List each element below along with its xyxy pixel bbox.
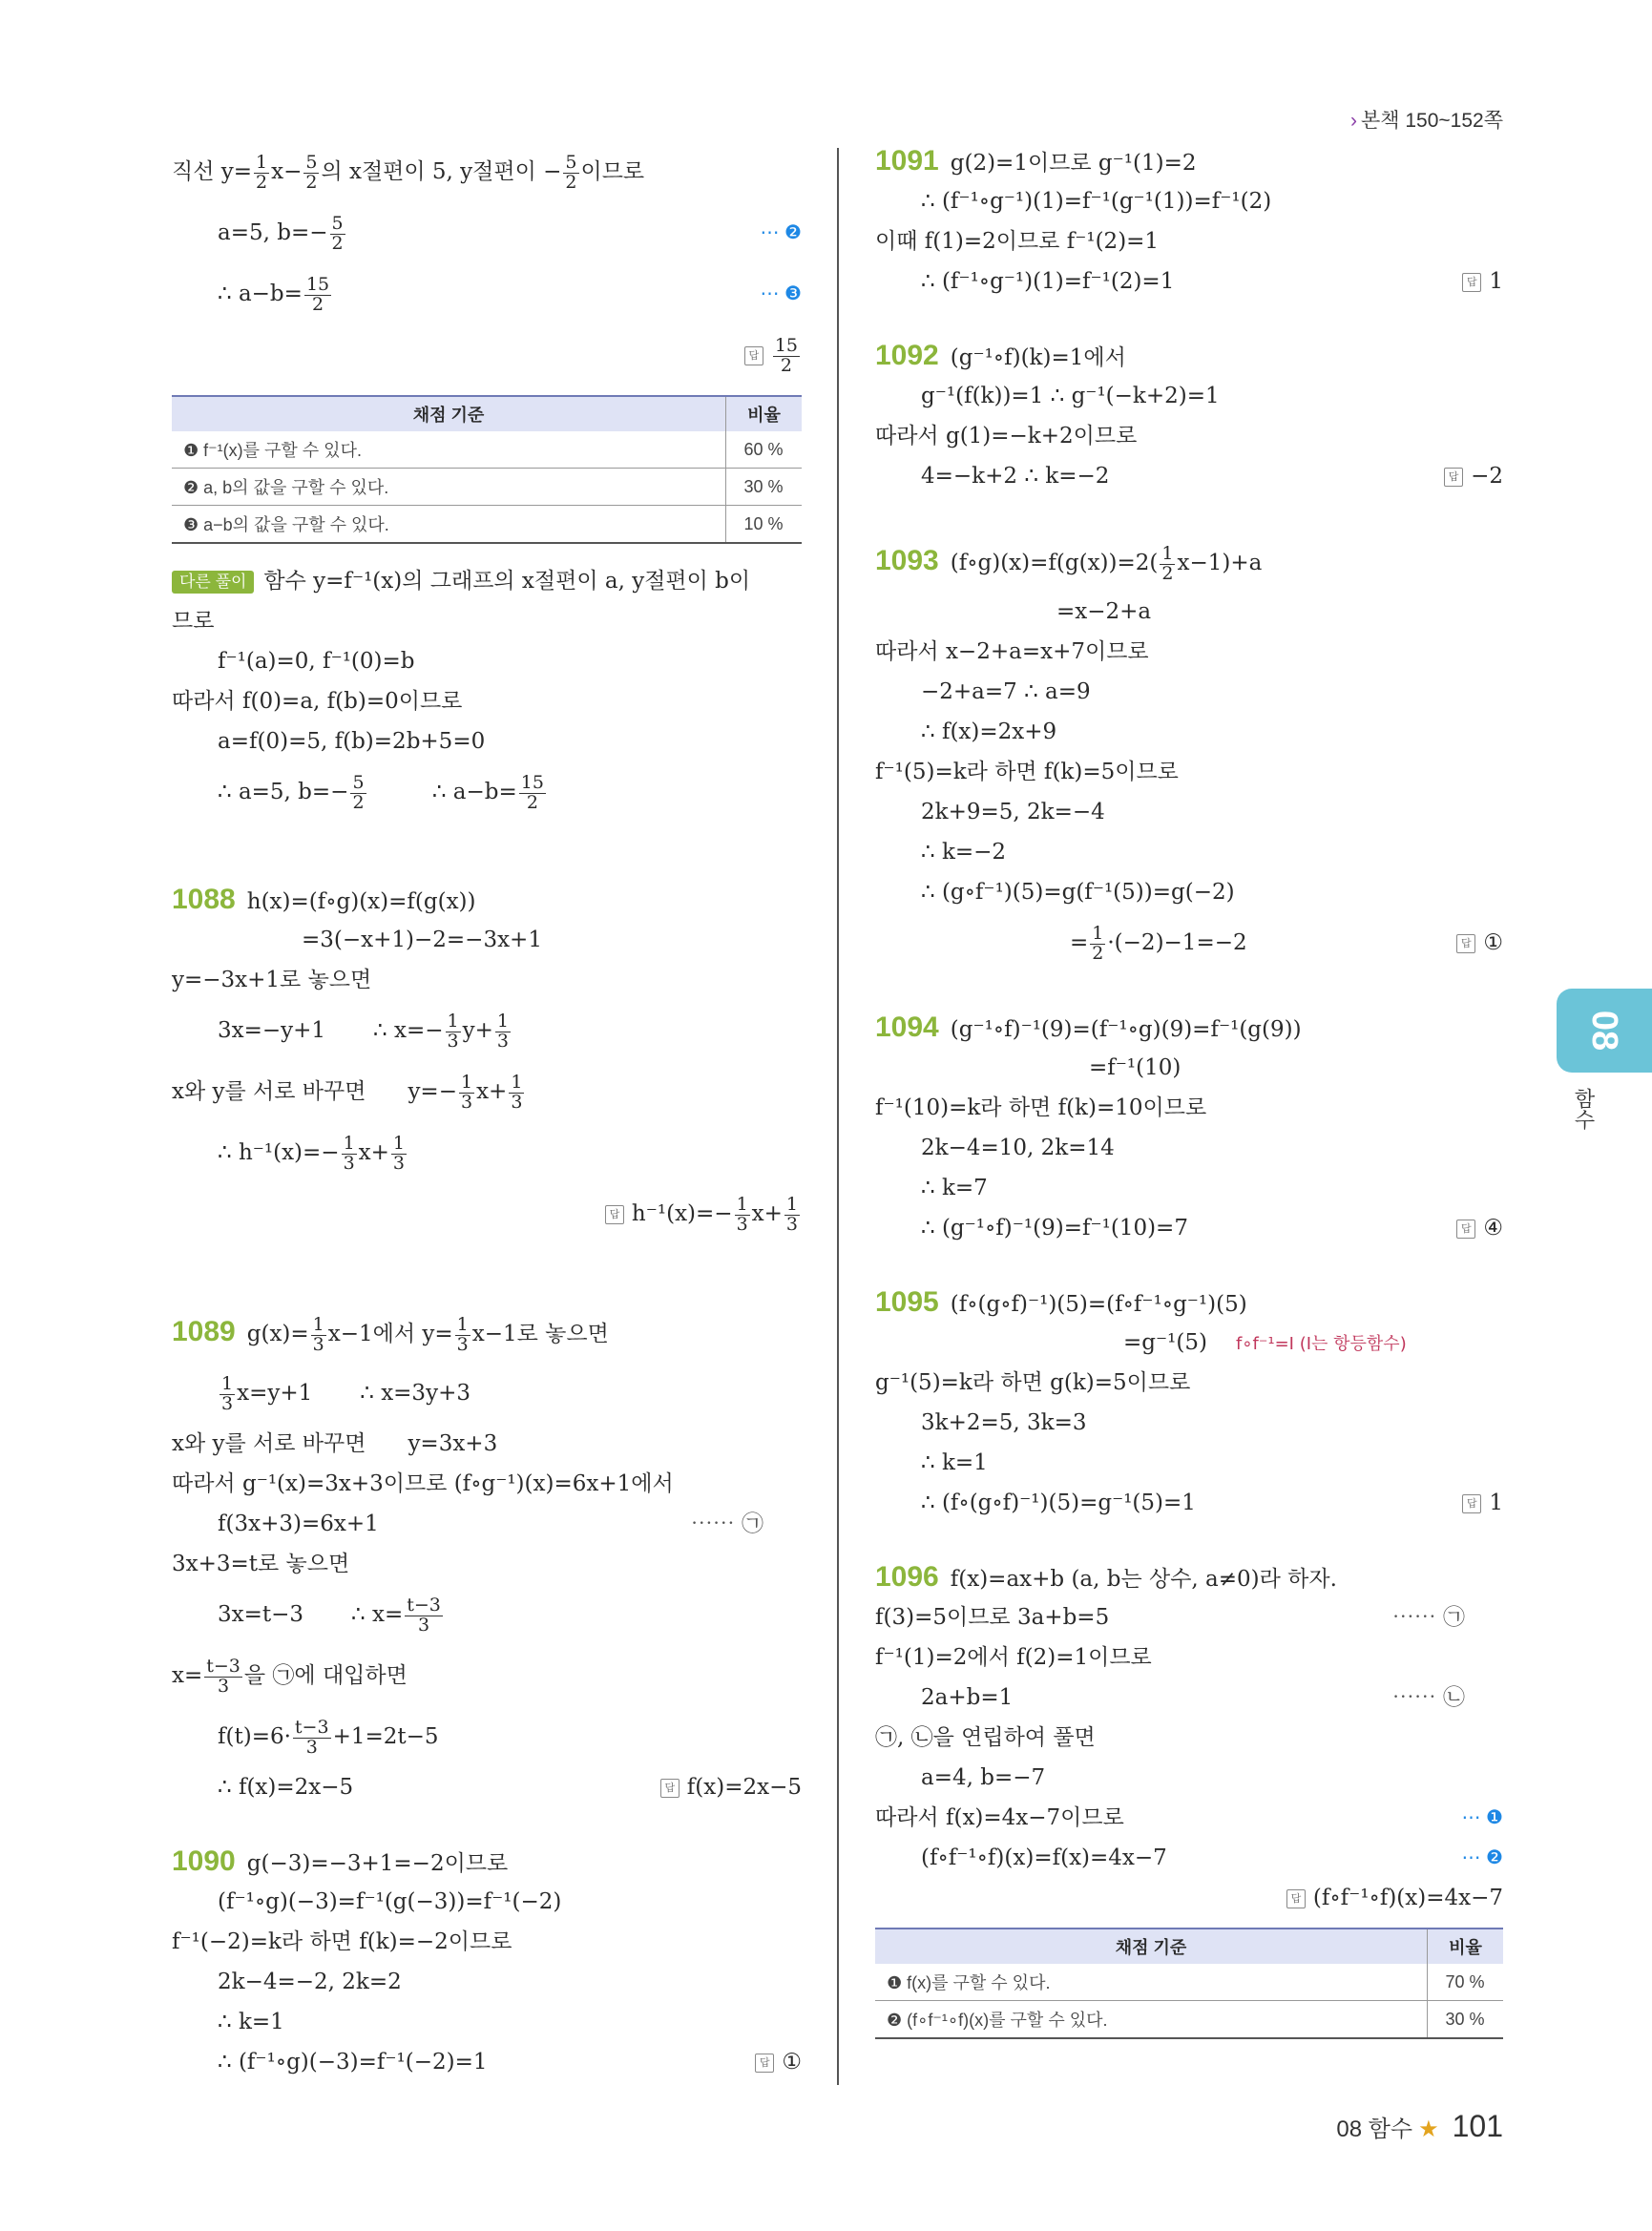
answer-icon: 답 xyxy=(1456,1220,1475,1239)
answer-line xyxy=(172,324,802,386)
text: x− xyxy=(271,159,303,184)
text-line: f⁻¹(a)=0, f⁻¹(0)=b xyxy=(218,649,415,674)
footer-chapter: 08 함수 xyxy=(1336,2116,1413,2142)
page-footer xyxy=(1336,2109,1503,2144)
equation-marker: ⋯⋯ ㉡ xyxy=(1391,1685,1465,1710)
fraction: $\frac{15}{2}$ xyxy=(305,273,330,315)
text-line: ∴ k=−2 xyxy=(921,840,1007,865)
problem-number: 1092 xyxy=(875,340,939,371)
text-line: ∴ a=5, b=− $\frac{5}{2}$ ∴ a−b= $\frac{15}{2}$ xyxy=(218,771,544,813)
text-line: 이때 f(1)=2이므로 f⁻¹(2)=1 xyxy=(875,229,1160,254)
text-line: 3x+3=t로 놓으면 xyxy=(172,1552,350,1576)
text-line: f(3)=5이므로 3a+b=5 ⋯⋯ ㉠ xyxy=(875,1597,1503,1637)
text-line: 2k+9=5, 2k=−4 xyxy=(921,800,1105,824)
text: 직선 y= xyxy=(172,159,253,184)
criteria-header: 채점 기준 xyxy=(172,396,726,431)
text-line: (f∘f⁻¹∘f)(x)=f(x)=4x−7 ⋯ ❷ xyxy=(875,1838,1503,1878)
text-line: ∴ h⁻¹(x)=− $\frac{1}{3}$ x+ $\frac{1}{3}$ xyxy=(218,1132,406,1174)
text-line: x와 y를 서로 바꾸면 y=3x+3 xyxy=(172,1431,498,1456)
text: 이므로 xyxy=(580,159,645,184)
answer: 답 (f∘f⁻¹∘f)(x)=4x−7 xyxy=(1286,1878,1503,1918)
right-column xyxy=(875,141,1503,2039)
text-line: g⁻¹(f(k))=1 ∴ g⁻¹(−k+2)=1 xyxy=(921,384,1220,408)
text-line: f(3x+3)=6x+1 ⋯⋯ ㉠ xyxy=(172,1504,802,1544)
text: 의 x절편이 5, y절편이 − xyxy=(321,159,562,184)
text-line: 4=−k+2 ∴ k=−2 답 −2 xyxy=(875,456,1503,496)
intro-line xyxy=(172,141,802,202)
table-row: ❶ f(x)를 구할 수 있다. 70 % xyxy=(875,1964,1503,2001)
text-line: 따라서 f(0)=a, f(b)=0이므로 xyxy=(172,689,463,714)
text-line: 2k−4=−2, 2k=2 xyxy=(218,1970,402,1994)
text-line: ㉠, ㉡을 연립하여 풀면 xyxy=(875,1725,1096,1750)
criteria-table xyxy=(172,395,802,544)
problem-number: 1088 xyxy=(172,884,236,915)
table-row: ❶ f⁻¹(x)를 구할 수 있다. 60 % xyxy=(172,431,802,469)
answer-icon: 답 xyxy=(755,2054,774,2073)
answer xyxy=(744,324,802,386)
text-line: =x−2+a xyxy=(1056,599,1152,624)
text-line: a=f(0)=5, f(b)=2b+5=0 xyxy=(218,729,486,754)
fraction: $\frac{5}{2}$ xyxy=(565,151,577,193)
text-line: ∴ (f⁻¹∘g)(−3)=f⁻¹(−2)=1 답 ① xyxy=(172,2042,802,2082)
chapter-tab[interactable] xyxy=(1557,989,1652,1073)
text-line: ∴ f(x)=2x+9 xyxy=(921,719,1057,744)
text-line: −2+a=7 ∴ a=9 xyxy=(921,679,1091,704)
text-line: x= $\frac{t-3}{3}$ 을 ㉠에 대입하면 xyxy=(172,1655,408,1697)
text-line: f⁻¹(10)=k라 하면 f(k)=10이므로 xyxy=(875,1095,1207,1120)
answer: 답 h⁻¹(x)=− $\frac{1}{3}$ x+ $\frac{1}{3}$ xyxy=(605,1183,802,1244)
criteria-header: 채점 기준 xyxy=(875,1929,1428,1964)
text-line: ∴ (f⁻¹∘g⁻¹)(1)=f⁻¹(g⁻¹(1))=f⁻¹(2) xyxy=(921,189,1272,214)
problem-1093: 1093 (f∘g)(x)=f(g(x))=2( $\frac{1}{2}$ x−1)+a xyxy=(875,542,1263,584)
text-line: g⁻¹(5)=k라 하면 g(k)=5이므로 xyxy=(875,1370,1191,1395)
answer: 답 1 xyxy=(1462,261,1503,302)
page-number: 101 xyxy=(1452,2109,1503,2143)
answer-icon: 답 xyxy=(1456,934,1475,953)
text-line: ∴ f(x)=2x−5 답 f(x)=2x−5 xyxy=(172,1767,802,1807)
fraction: $\frac{15}{2}$ xyxy=(774,334,798,376)
text-line: ∴ (f⁻¹∘g⁻¹)(1)=f⁻¹(2)=1 답 1 xyxy=(875,261,1503,302)
table-row: ❷ (f∘f⁻¹∘f)(x)를 구할 수 있다. 30 % xyxy=(875,2001,1503,2039)
identity-annotation: f∘f⁻¹=I (I는 항등함수) xyxy=(1235,1334,1407,1354)
equation-marker: ⋯⋯ ㉠ xyxy=(1391,1605,1465,1630)
text-line: ∴ k=1 xyxy=(921,1450,988,1475)
chapter-tab-label: 함수 xyxy=(1572,1088,1596,1130)
star-icon: ★ xyxy=(1418,2116,1439,2142)
text-line: f⁻¹(1)=2에서 f(2)=1이므로 xyxy=(875,1645,1152,1670)
fraction: $\frac{1}{2}$ xyxy=(256,151,268,193)
text-line: $\frac{1}{3}$ x=y+1 ∴ x=3y+3 xyxy=(221,1372,471,1414)
problem-number: 1093 xyxy=(875,545,939,576)
table-row: ❸ a−b의 값을 구할 수 있다. 10 % xyxy=(172,506,802,544)
answer-icon: 답 xyxy=(1286,1889,1306,1908)
problem-1096: 1096 f(x)=ax+b (a, b는 상수, a≠0)라 하자. xyxy=(875,1561,1337,1593)
step-marker: ⋯ ❷ xyxy=(1461,1847,1503,1868)
text-line: 따라서 g⁻¹(x)=3x+3이므로 (f∘g⁻¹)(x)=6x+1에서 xyxy=(172,1471,674,1496)
problem-1094: 1094 (g⁻¹∘f)⁻¹(9)=(f⁻¹∘g)(9)=f⁻¹(g(9)) xyxy=(875,1011,1302,1043)
problem-number: 1096 xyxy=(875,1561,939,1593)
text-line: ∴ (f∘(g∘f)⁻¹)(5)=g⁻¹(5)=1 답 1 xyxy=(875,1483,1503,1523)
text-line: 따라서 x−2+a=x+7이므로 xyxy=(875,639,1149,664)
answer: 답 ① xyxy=(1456,912,1503,973)
text-line: a=4, b=−7 xyxy=(921,1765,1046,1790)
text-line: 3k+2=5, 3k=3 xyxy=(921,1410,1087,1435)
text-line: =3(−x+1)−2=−3x+1 xyxy=(302,928,542,952)
answer-line xyxy=(875,1878,1503,1918)
alt-solution-line: 다른 풀이 함수 y=f⁻¹(x)의 그래프의 x절편이 a, y절편이 b이 xyxy=(172,561,802,601)
text-line: f⁻¹(5)=k라 하면 f(k)=5이므로 xyxy=(875,760,1179,784)
answer-icon: 답 xyxy=(744,346,763,365)
step-marker: ⋯ ❷ xyxy=(760,222,802,243)
text-line: 따라서 g(1)=−k+2이므로 xyxy=(875,424,1138,448)
text-line: 따라서 f(x)=4x−7이므로 ⋯ ❶ xyxy=(875,1798,1503,1838)
text-line: ∴ k=7 xyxy=(921,1176,988,1200)
fraction: $\frac{5}{2}$ xyxy=(305,151,318,193)
text-line: f⁻¹(−2)=k라 하면 f(k)=−2이므로 xyxy=(172,1929,512,1954)
answer: 답 ① xyxy=(755,2042,802,2082)
left-column xyxy=(172,141,802,2082)
ab-line: a=5, b=− $\frac{5}{2}$ ⋯ ❷ xyxy=(172,202,802,263)
text-line: f(t)=6· $\frac{t-3}{3}$ +1=2t−5 xyxy=(218,1716,439,1758)
problem-number: 1094 xyxy=(875,1011,939,1043)
text-line: =g⁻¹(5) f∘f⁻¹=I (I는 항등함수) xyxy=(1123,1330,1407,1355)
answer-icon: 답 xyxy=(1462,1494,1481,1513)
page-reference-text: 본책 150~152쪽 xyxy=(1360,110,1503,132)
column-divider xyxy=(837,148,839,2085)
text-line: (f⁻¹∘g)(−3)=f⁻¹(g(−3))=f⁻¹(−2) xyxy=(218,1889,562,1914)
problem-number: 1090 xyxy=(172,1845,236,1877)
equation-marker: ⋯⋯ ㉠ xyxy=(690,1512,763,1536)
answer: 답 1 xyxy=(1462,1483,1503,1523)
answer-icon: 답 xyxy=(1462,273,1481,292)
problem-number: 1089 xyxy=(172,1316,236,1347)
answer: 답 f(x)=2x−5 xyxy=(660,1767,802,1807)
problem-1089: 1089 g(x)= $\frac{1}{3}$ x−1에서 y= $\frac{1}{3}$ x−1로 놓으면 xyxy=(172,1313,609,1355)
text-line: y=−3x+1로 놓으면 xyxy=(172,968,372,992)
problem-number: 1095 xyxy=(875,1286,939,1318)
answer-icon: 답 xyxy=(1444,468,1463,487)
answer: 답 −2 xyxy=(1444,456,1503,496)
amb-line: ∴ a−b= $\frac{15}{2}$ ⋯ ❸ xyxy=(172,263,802,324)
text-line: 므로 xyxy=(172,609,215,634)
problem-1092: 1092 (g⁻¹∘f)(k)=1에서 xyxy=(875,340,1126,371)
chapter-tab-number: 08 xyxy=(1584,1010,1624,1052)
ratio-header: 비율 xyxy=(1428,1929,1504,1964)
answer-line xyxy=(172,1183,802,1244)
ratio-header: 비율 xyxy=(726,396,803,431)
text-line: ∴ (g∘f⁻¹)(5)=g(f⁻¹(5))=g(−2) xyxy=(921,880,1235,905)
text-line: 2a+b=1 ⋯⋯ ㉡ xyxy=(875,1678,1503,1718)
step-marker: ⋯ ❸ xyxy=(760,283,802,304)
text-line: ∴ (g⁻¹∘f)⁻¹(9)=f⁻¹(10)=7 답 ④ xyxy=(875,1208,1503,1248)
text-line: 3x=−y+1 ∴ x=− $\frac{1}{3}$ y+ $\frac{1}{3}$ xyxy=(218,1010,509,1052)
step-marker: ⋯ ❶ xyxy=(1461,1807,1503,1828)
text-line: ∴ k=1 xyxy=(218,2010,284,2034)
text-line: x와 y를 서로 바꾸면 y=− $\frac{1}{3}$ x+ $\frac{1}{3}$ xyxy=(172,1071,523,1113)
answer: 답 ④ xyxy=(1456,1208,1503,1248)
problem-1088: 1088 h(x)=(f∘g)(x)=f(g(x)) xyxy=(172,884,476,915)
answer-icon: 답 xyxy=(660,1779,680,1798)
page-reference: › 본책 150~152쪽 xyxy=(1349,110,1503,132)
text-line: 2k−4=10, 2k=14 xyxy=(921,1136,1115,1160)
text-line: = $\frac{1}{2}$ ·(−2)−1=−2 답 ① xyxy=(875,912,1503,973)
problem-number: 1091 xyxy=(875,145,939,177)
text-line: 3x=t−3 ∴ x= $\frac{t-3}{3}$ xyxy=(218,1594,441,1636)
problem-1091: 1091 g(2)=1이므로 g⁻¹(1)=2 xyxy=(875,145,1197,177)
fraction: $\frac{5}{2}$ xyxy=(331,212,344,254)
alt-solution-badge: 다른 풀이 xyxy=(172,571,254,594)
table-row: ❷ a, b의 값을 구할 수 있다. 30 % xyxy=(172,469,802,506)
problem-1095: 1095 (f∘(g∘f)⁻¹)(5)=(f∘f⁻¹∘g⁻¹)(5) xyxy=(875,1286,1247,1318)
text-line: =f⁻¹(10) xyxy=(1089,1055,1181,1080)
problem-1090: 1090 g(−3)=−3+1=−2이므로 xyxy=(172,1845,509,1877)
criteria-table xyxy=(875,1928,1503,2039)
answer-icon: 답 xyxy=(605,1205,624,1224)
